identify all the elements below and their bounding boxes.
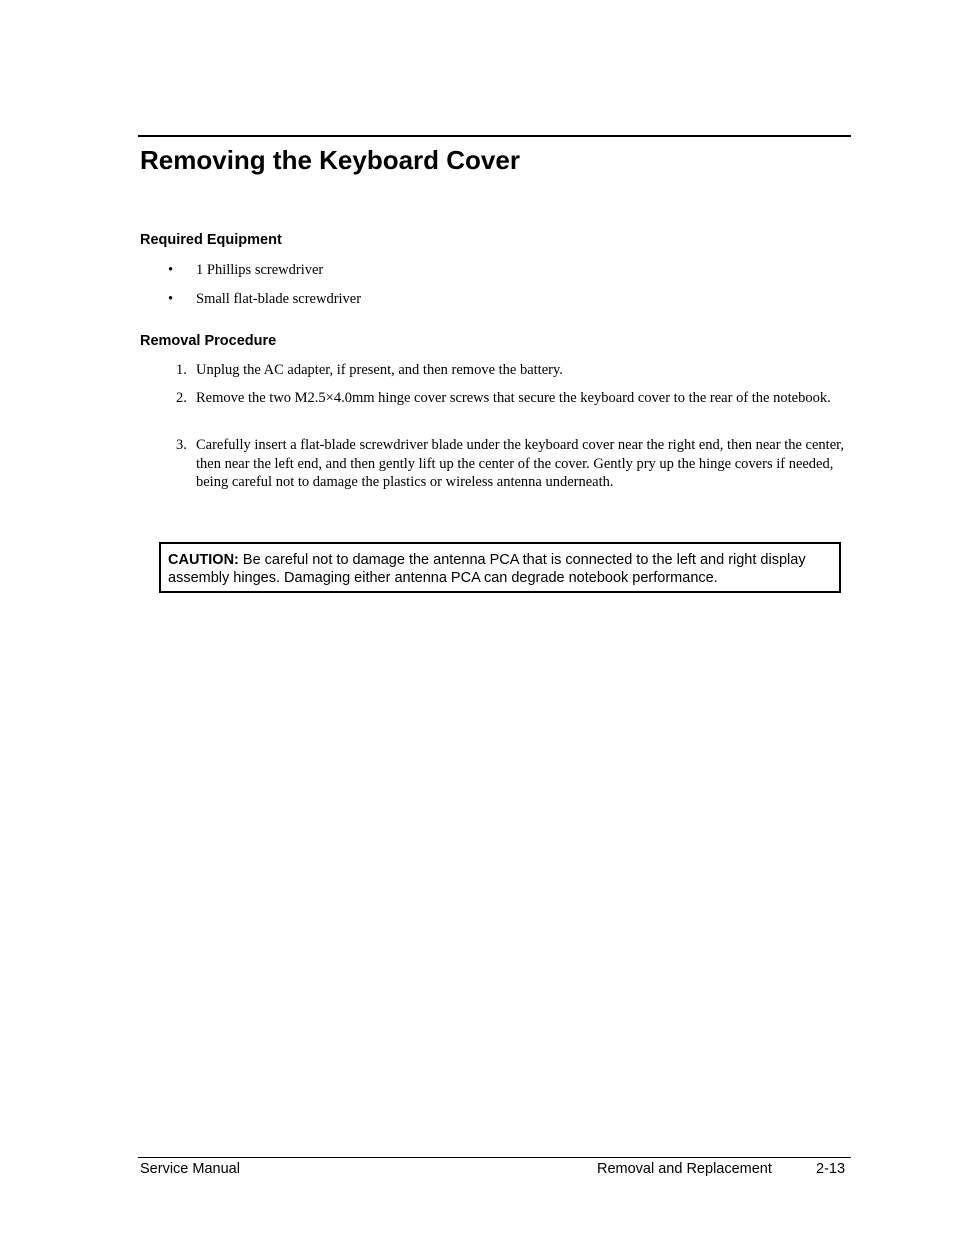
footer-rule: [138, 1157, 851, 1158]
required-equipment-heading: Required Equipment: [140, 232, 282, 248]
equipment-item-text: 1 Phillips screwdriver: [196, 262, 324, 278]
caution-content: [168, 551, 836, 587]
header-rule: [138, 135, 851, 137]
caution-label: CAUTION:: [168, 552, 239, 568]
procedure-step: [176, 361, 848, 380]
removal-procedure-heading: Removal Procedure: [140, 333, 277, 349]
footer-manual-title: Service Manual: [140, 1161, 240, 1177]
caution-box: [159, 542, 841, 593]
footer-page-number: 2-13: [816, 1161, 846, 1177]
procedure-step: [176, 436, 848, 492]
step-number: 1.: [176, 362, 187, 378]
equipment-item-text: Small flat-blade screwdriver: [196, 291, 362, 307]
footer-section-title: Removal and Replacement: [597, 1161, 772, 1177]
caution-text: Be careful not to damage the antenna PCA that is connected to the left and right display assembly hinges. Damaging either antenna PCA can degrade notebook performance.: [168, 552, 806, 586]
step-number: 3.: [176, 437, 187, 453]
step-text: Unplug the AC adapter, if present, and then remove the battery.: [196, 362, 563, 378]
step-number: 2.: [176, 390, 187, 406]
bullet-icon: •: [168, 262, 174, 278]
bullet-icon: •: [168, 291, 174, 307]
step-text: Remove the two M2.5×4.0mm hinge cover screws that secure the keyboard cover to the rear of the notebook.: [196, 390, 831, 406]
page-title: Removing the Keyboard Cover: [140, 145, 520, 175]
procedure-step: [176, 389, 848, 408]
step-text: Carefully insert a flat-blade screwdriver blade under the keyboard cover near the right end, then near the center, then near the left end, and then gently lift up the center of the cover. Gently pry up the hinge covers if needed, being careful not to damage the plastics or wireless antenna underneath.: [196, 437, 844, 490]
